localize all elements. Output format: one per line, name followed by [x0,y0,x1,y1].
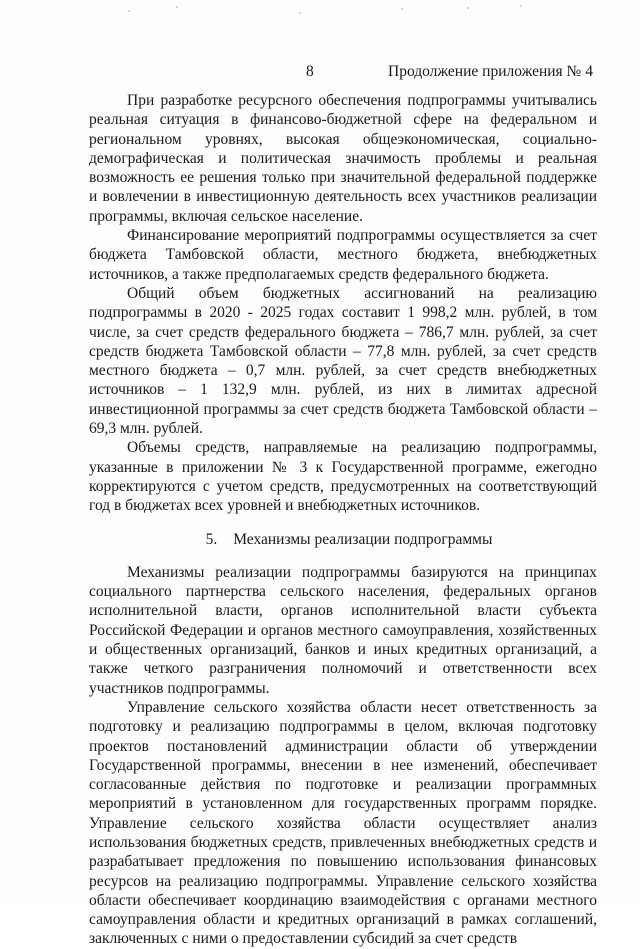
page-header [0,63,640,83]
section-number: 5. [205,530,218,548]
document-body [89,91,597,949]
scan-noise [0,0,640,30]
paragraph-financing-sources: Финансирование мероприятий подпрограммы осуществляется за счет бюджета Тамбовской области, местного бюджета, внебюджетных источников, а также предполагаемых средств федерального бюджета. [89,227,597,283]
paragraph-resource-planning: При разработке ресурсного обеспечения подпрограммы учитывались реальная ситуация в финансово-бюджетной сфере на федеральном и региональном уровнях, высокая общеэкономическая, социально-демографическая и политическая значимость проблемы и реальная возможность ее решения только при значительной федеральной поддержке и вовлечении в инвестиционную деятельность всех участников реализации программы, включая сельское население. [89,92,597,225]
paragraph-budget-total: Общий объем бюджетных ассигнований на реализацию подпрограммы в 2020 - 2025 годах составит 1 998,2 млн. рублей, в том числе, за счет средств федерального бюджета – 786,7 млн. рублей, за счет средств бюджета Тамбовской области – 77,8 млн. рублей, за счет средств местного бюджета – 0,7 млн. рублей, за счет средств внебюджетных источников – 1 132,9 млн. рублей, из них в лимитах адресной инвестиционной программы за счет средств бюджета Тамбовской области – 69,3 млн. рублей. [89,284,597,438]
page-number: 8 [306,63,314,80]
paragraph-annual-adjustment: Объемы средств, направляемые на реализацию подпрограммы, указанные в приложении № 3 к Государственной программе, ежегодно корректируются с учетом средств, предусмотренных на соответствующий год в бюджетах всех уровней и внебюджетных источников. [89,439,597,515]
appendix-continuation-label: Продолжение приложения № 4 [388,63,593,80]
paragraph-management-responsibility: Управление сельского хозяйства области несет ответственность за подготовку и реализацию подпрограммы в целом, включая подготовку проектов постановлений администрации области об утверждении Государственной программы, внесении в нее изменений, обеспечивает согласованные действия по подготовке и реализации программных мероприятий в установленном для государственных программ порядке. Управление сельского хозяйства области осуществляет анализ использования бюджетных средств, привлеченных внебюджетных средств и разрабатывает предложения по повышению использования финансовых ресурсов на реализацию подпрограммы. Управление сельского хозяйства области обеспечивает координацию взаимодействия с органами местного самоуправления области и кредитных организаций в рамках соглашений, заключенных с ними о предоставлении субсидий за счет средств [89,698,597,948]
section-title: Механизмы реализации подпрограммы [233,530,493,548]
paragraph-implementation-principles: Механизмы реализации подпрограммы базируются на принципах социального партнерства сельского населения, федеральных органов исполнительной власти, органов исполнительной власти субъекта Российской Федерации и органов местного самоуправления, хозяйственных и общественных организаций, банков и иных кредитных организаций, а также четкого разграничения полномочий и ответственности всех участников подпрограммы. [89,563,597,697]
section-heading [89,530,597,549]
